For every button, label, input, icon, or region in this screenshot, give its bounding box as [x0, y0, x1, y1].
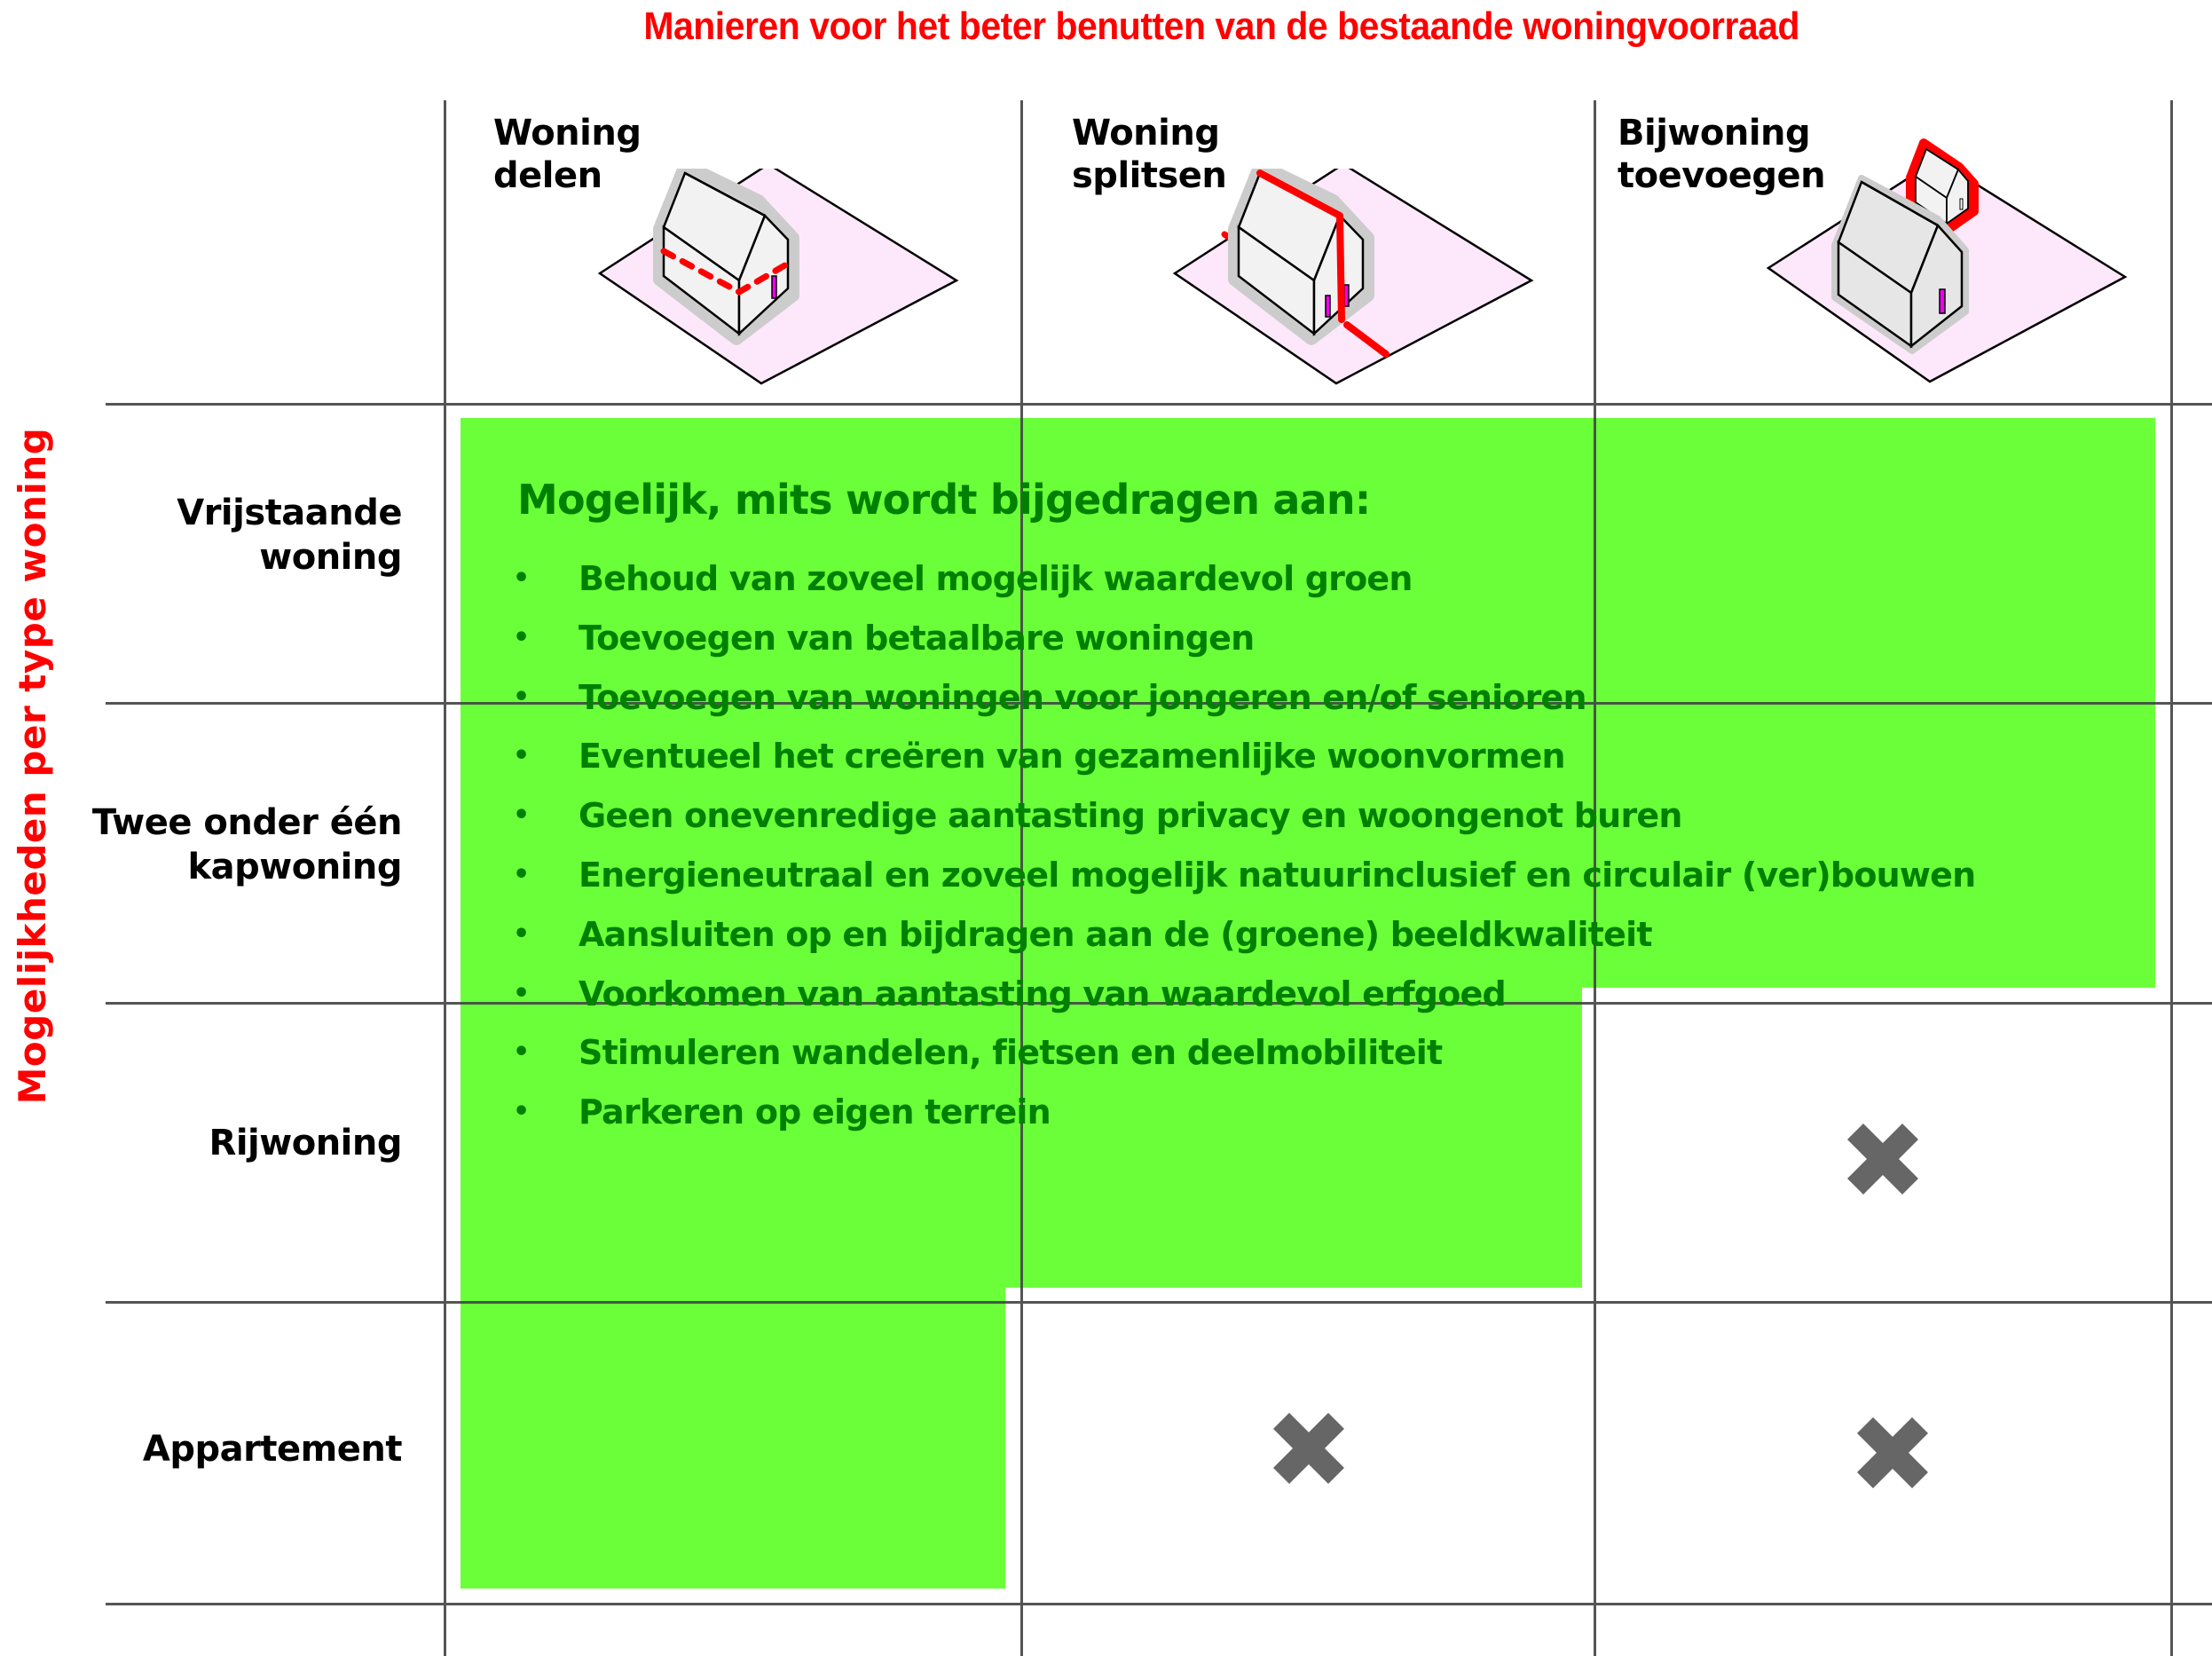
row-label-line1: Vrijstaande: [177, 493, 402, 533]
grid-vline-1: [444, 100, 446, 1656]
condition-text: Aansluiten op en bijdragen aan de (groene) beeldkwaliteit: [579, 914, 1652, 954]
condition-item: [506, 789, 1975, 848]
allowed-region-bottom: [461, 1288, 1005, 1589]
cross-icon-rijwoning-bijwoning: [1846, 1122, 1920, 1196]
row-label-vrijstaande-woning: [177, 491, 402, 580]
bullet-icon: •: [513, 858, 530, 890]
condition-item: [506, 552, 1975, 611]
column-header-line1: Woning: [1072, 113, 1220, 154]
column-header-line2: toevoegen: [1618, 155, 1826, 196]
row-label-line1: Twee onder één: [91, 802, 402, 843]
bullet-icon: •: [513, 918, 530, 950]
vertical-axis-label: Mogelijkheden per type woning: [11, 427, 54, 1105]
bullet-icon: •: [513, 621, 530, 653]
column-header-line1: Bijwoning: [1618, 113, 1811, 154]
condition-item: [506, 848, 1975, 908]
condition-item: [506, 1085, 1975, 1145]
condition-text: Toevoegen van woningen voor jongeren en/of senioren: [579, 677, 1586, 717]
condition-item: [506, 611, 1975, 671]
condition-item: [506, 1026, 1975, 1085]
row-label-line1: Rijwoning: [209, 1123, 402, 1163]
page-title: Manieren voor het beter benutten van de bestaande woningvoorraad: [643, 4, 1800, 48]
condition-text: Energieneutraal en zoveel mogelijk natuurinclusief en circulair (ver)bouwen: [579, 855, 1976, 895]
bullet-icon: •: [513, 1037, 530, 1069]
row-label-line2: kapwoning: [187, 847, 402, 887]
bullet-icon: •: [513, 800, 530, 832]
row-label-line2: woning: [259, 537, 402, 578]
grid-hline-5: [106, 1603, 2212, 1605]
bullet-icon: •: [513, 681, 530, 713]
condition-text: Parkeren op eigen terrein: [579, 1092, 1051, 1132]
condition-item: [506, 908, 1975, 967]
condition-text: Stimuleren wandelen, fietsen en deelmobiliteit: [579, 1033, 1443, 1073]
conditions-list: [506, 552, 1975, 1145]
condition-item: [506, 967, 1975, 1027]
house-split-icon: [1169, 169, 1542, 386]
grid-hline-through-green-3: [461, 1301, 1005, 1304]
bullet-icon: •: [513, 1096, 530, 1128]
condition-text: Eventueel het creëren van gezamenlijke woonvormen: [579, 737, 1565, 777]
column-header-line1: Woning: [493, 113, 642, 154]
cross-icon-appartement-bijwoning: [1855, 1415, 1930, 1490]
condition-item: [506, 671, 1975, 730]
bullet-icon: •: [513, 563, 530, 594]
condition-item: [506, 729, 1975, 789]
bullet-icon: •: [513, 977, 530, 1009]
column-header-line2: delen: [493, 155, 602, 196]
bullet-icon: •: [513, 740, 530, 772]
row-label-rijwoning: [209, 1121, 402, 1165]
grid-hline-4: [106, 1301, 2212, 1304]
conditions-heading: Mogelijk, mits wordt bijgedragen aan:: [517, 476, 1371, 524]
grid-vline-4: [2170, 100, 2173, 1656]
row-label-twee-onder-een-kapwoning: [92, 800, 402, 889]
condition-text: Geen onevenredige aantasting privacy en woongenot buren: [579, 796, 1682, 836]
cross-icon-appartement-splitsen: [1271, 1411, 1346, 1486]
condition-text: Toevoegen van betaalbare woningen: [579, 618, 1255, 658]
column-header-line2: splitsen: [1072, 155, 1227, 196]
house-shared-icon: [594, 169, 967, 386]
house-annex-icon: [1761, 135, 2134, 388]
condition-text: Behoud van zoveel mogelijk waardevol groen: [579, 559, 1413, 598]
condition-text: Voorkomen van aantasting van waardevol erfgoed: [579, 974, 1506, 1013]
row-label-appartement: [143, 1427, 402, 1471]
grid-hline-1: [106, 403, 2212, 406]
row-label-line1: Appartement: [142, 1429, 402, 1470]
